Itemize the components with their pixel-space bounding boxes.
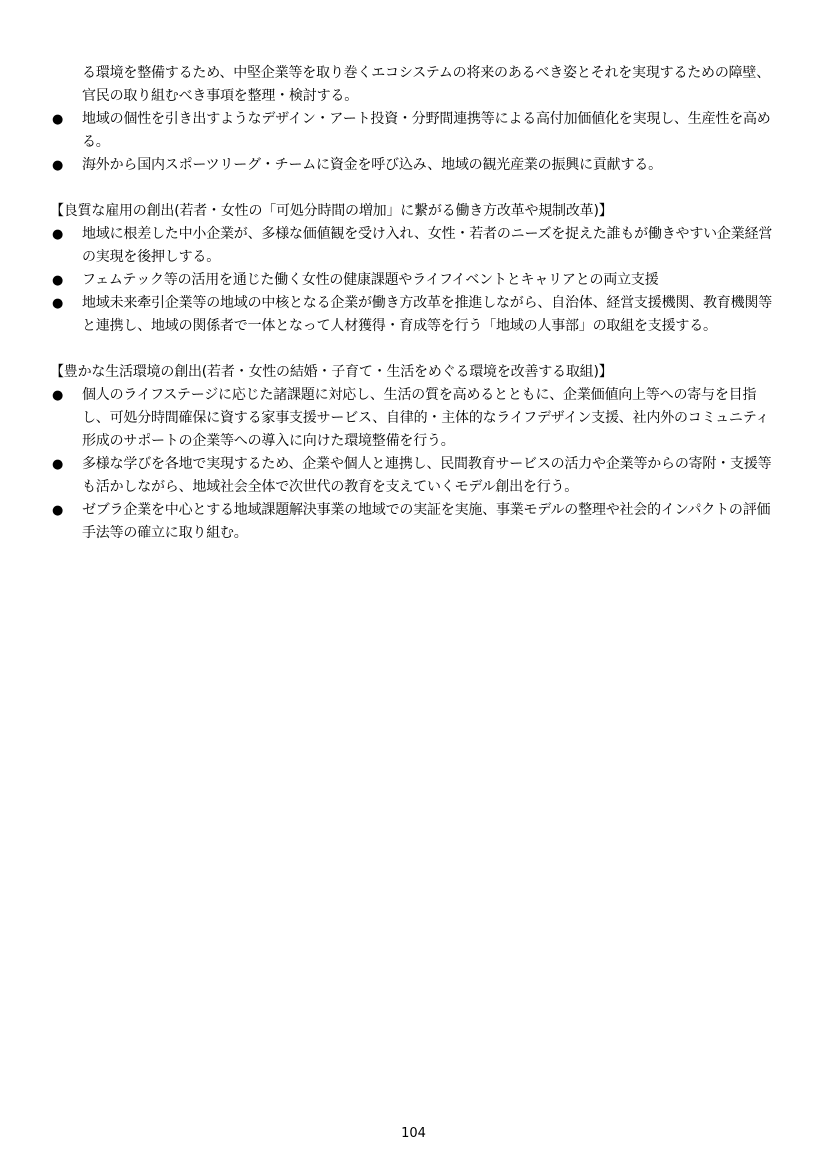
section-heading: 【良質な雇用の創出(若者・女性の「可処分時間の増加」に繋がる働き方改革や規制改革)】 xyxy=(50,203,613,219)
continued-paragraph: る環境を整備するため、中堅企業等を取り巻くエコシステムの将来のあるべき姿とそれを実現するための障壁、官民の取り組むべき事項を整理・検討する。 xyxy=(82,65,771,104)
section-bullet-list xyxy=(50,384,780,545)
page-content xyxy=(50,62,780,545)
page-number: 104 xyxy=(401,1126,426,1141)
bullet-icon: ● xyxy=(52,158,64,173)
list-item-text: 海外から国内スポーツリーグ・チームに資金を呼び込み、地域の観光産業の振興に貢献する。 xyxy=(82,157,662,173)
list-item xyxy=(50,292,780,338)
list-item-text: ゼブラ企業を中心とする地域課題解決事業の地域での実証を実施、事業モデルの整理や社会的インパクトの評価手法等の確立に取り組む。 xyxy=(82,502,771,541)
top-bullet-list xyxy=(50,108,780,177)
section-living-environment xyxy=(50,361,780,545)
list-item xyxy=(50,154,780,177)
section-quality-employment xyxy=(50,200,780,338)
list-item-text: 地域に根差した中小企業が、多様な価値観を受け入れ、女性・若者のニーズを捉えた誰もが働きやすい企業経営の実現を後押しする。 xyxy=(82,226,773,265)
bullet-icon: ● xyxy=(52,112,64,127)
list-item-text: 地域の個性を引き出すようなデザイン・アート投資・分野間連携等による高付加価値化を実現し、生産性を高める。 xyxy=(82,111,771,150)
bullet-icon: ● xyxy=(52,503,64,518)
list-item xyxy=(50,108,780,154)
section-heading: 【豊かな生活環境の創出(若者・女性の結婚・子育て・生活をめぐる環境を改善する取組)】 xyxy=(50,364,613,380)
list-item-text: フェムテック等の活用を通じた働く女性の健康課題やライフイベントとキャリアとの両立支援 xyxy=(82,272,659,288)
bullet-icon: ● xyxy=(52,227,64,242)
bullet-icon: ● xyxy=(52,457,64,472)
list-item xyxy=(50,453,780,499)
list-item-text: 個人のライフステージに応じた諸課題に対応し、生活の質を高めるとともに、企業価値向上等への寄与を目指し、可処分時間確保に資する家事支援サービス、自律的・主体的なライフデザイン支援、社内外のコミュニティ形成のサポートの企業等への導入に向けた環境整備を行う。 xyxy=(82,387,770,449)
bullet-icon: ● xyxy=(52,296,64,311)
bullet-icon: ● xyxy=(52,388,64,403)
list-item-text: 地域未来牽引企業等の地域の中核となる企業が働き方改革を推進しながら、自治体、経営支援機関、教育機関等と連携し、地域の関係者で一体となって人材獲得・育成等を行う「地域の人事部」の取組を支援する。 xyxy=(82,295,772,334)
list-item-text: 多様な学びを各地で実現するため、企業や個人と連携し、民間教育サービスの活力や企業等からの寄附・支援等も活かしながら、地域社会全体で次世代の教育を支えていくモデル創出を行う。 xyxy=(82,456,772,495)
list-item xyxy=(50,223,780,269)
list-item xyxy=(50,384,780,453)
section-bullet-list xyxy=(50,223,780,338)
list-item xyxy=(50,269,780,292)
bullet-icon: ● xyxy=(52,273,64,288)
list-item xyxy=(50,499,780,545)
